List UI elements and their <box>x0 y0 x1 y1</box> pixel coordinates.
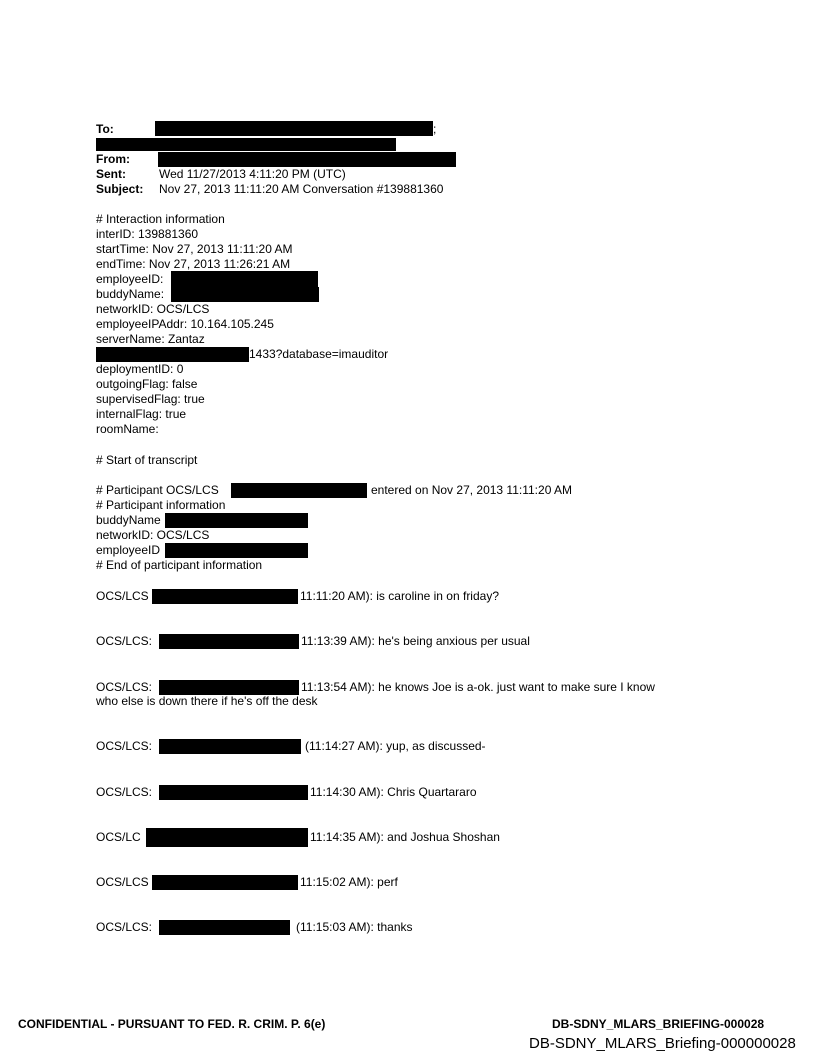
redaction-block <box>152 589 298 604</box>
interaction-heading: # Interaction information <box>96 212 225 226</box>
message-text: 11:11:20 AM): is caroline in on friday? <box>300 589 499 603</box>
message-prefix: OCS/LCS: <box>96 634 153 648</box>
bates-number-secondary: DB-SDNY_MLARS_Briefing-000000028 <box>529 1035 796 1052</box>
participant-buddy-name: buddyName <box>96 513 161 527</box>
outgoing-flag: outgoingFlag: false <box>96 377 198 391</box>
redaction-block <box>159 785 308 800</box>
redaction-block <box>159 634 299 649</box>
participant-info-end: # End of participant information <box>96 558 263 572</box>
internal-flag: internalFlag: true <box>96 407 187 421</box>
participant-info-heading: # Participant information <box>96 498 226 512</box>
redaction-block <box>159 739 301 754</box>
message-prefix: OCS/LCS <box>96 875 149 889</box>
network-id: networkID: OCS/LCS <box>96 302 210 316</box>
message-prefix: OCS/LCS: <box>96 920 153 934</box>
redaction-block <box>146 828 308 847</box>
room-name: roomName: <box>96 422 159 436</box>
buddy-name: buddyName: <box>96 287 165 301</box>
message-text: 11:15:02 AM): perf <box>300 875 398 889</box>
message-text: 11:13:39 AM): he's being anxious per usual <box>301 634 530 648</box>
supervised-flag: supervisedFlag: true <box>96 392 205 406</box>
message-text: (11:15:03 AM): thanks <box>296 920 413 934</box>
employee-ip: employeeIPAddr: 10.164.105.245 <box>96 317 274 331</box>
end-time: endTime: Nov 27, 2013 11:26:21 AM <box>96 257 291 271</box>
redaction-block <box>158 152 456 167</box>
sent-label: Sent: <box>96 167 126 181</box>
redaction-block <box>159 920 290 935</box>
redaction-block <box>96 138 396 151</box>
start-time: startTime: Nov 27, 2013 11:11:20 AM <box>96 242 293 256</box>
redaction-block <box>171 287 319 302</box>
message-text: 11:14:35 AM): and Joshua Shoshan <box>310 830 500 844</box>
participant-entered: # Participant OCS/LCS <box>96 483 219 497</box>
server-name: serverName: Zantaz <box>96 332 205 346</box>
redaction-block <box>165 543 308 558</box>
to-suffix: ; <box>433 122 437 136</box>
message-text: 11:13:54 AM): he knows Joe is a-ok. just want to make sure I know <box>301 680 655 694</box>
message-prefix: OCS/LCS <box>96 589 149 603</box>
message-prefix: OCS/LCS: <box>96 680 153 694</box>
message-prefix: OCS/LCS: <box>96 785 153 799</box>
to-label: To: <box>96 122 114 136</box>
bates-number: DB-SDNY_MLARS_BRIEFING-000028 <box>552 1017 765 1031</box>
message-text: 11:14:30 AM): Chris Quartararo <box>310 785 477 799</box>
message-prefix: OCS/LC <box>96 830 141 844</box>
transcript-start: # Start of transcript <box>96 453 198 467</box>
confidential-notice: CONFIDENTIAL - PURSUANT TO FED. R. CRIM. P. 6(e) <box>18 1017 326 1031</box>
deployment-id: deploymentID: 0 <box>96 362 184 376</box>
redaction-block <box>171 271 318 288</box>
sent-value: Wed 11/27/2013 4:11:20 PM (UTC) <box>159 167 346 181</box>
message-text: (11:14:27 AM): yup, as discussed- <box>305 739 486 753</box>
subject-label: Subject: <box>96 182 144 196</box>
redaction-block <box>159 680 299 695</box>
redaction-block <box>152 875 298 890</box>
participant-entered-time: entered on Nov 27, 2013 11:11:20 AM <box>371 483 573 497</box>
inter-id: interID: 139881360 <box>96 227 199 241</box>
database-string: 1433?database=imauditor <box>249 347 389 361</box>
message-prefix: OCS/LCS: <box>96 739 153 753</box>
redaction-block <box>231 483 367 498</box>
participant-network-id: networkID: OCS/LCS <box>96 528 210 542</box>
redaction-block <box>165 513 308 528</box>
from-label: From: <box>96 152 130 166</box>
subject-value: Nov 27, 2013 11:11:20 AM Conversation #139881360 <box>159 182 444 196</box>
participant-employee-id: employeeID <box>96 543 161 557</box>
employee-id: employeeID: <box>96 272 164 286</box>
message-text-continued: who else is down there if he's off the desk <box>96 694 318 708</box>
redaction-block <box>96 347 249 362</box>
redaction-block <box>155 121 433 136</box>
